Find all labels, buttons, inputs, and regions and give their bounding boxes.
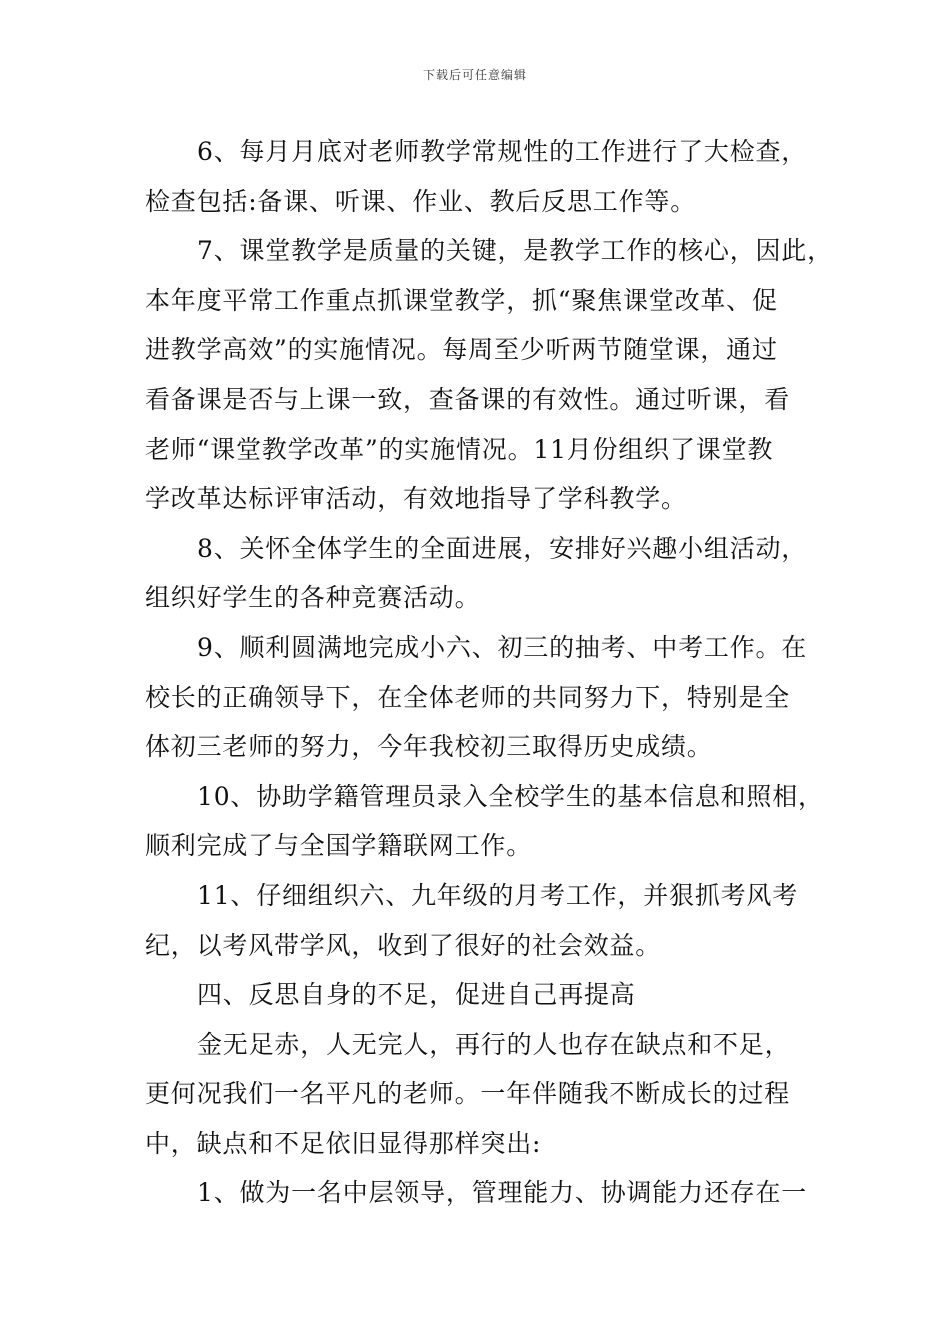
document-body — [145, 127, 833, 1218]
text-line: 金无足赤，人无完人，再行的人也存在缺点和不足， — [197, 1029, 791, 1059]
text-line: 检查包括:备课、听课、作业、教后反思工作等。 — [145, 186, 697, 216]
text-line: 更何况我们一名平凡的老师。一年伴随我不断成长的过程 — [145, 1079, 791, 1109]
text-line: 11、仔细组织六、九年级的月考工作，并狠抓考风考 — [197, 880, 799, 910]
text-line: 顺利完成了与全国学籍联网工作。 — [145, 831, 533, 861]
text-line: 四、反思自身的不足，促进自己再提高 — [197, 980, 636, 1010]
header-note: 下载后可任意编辑 — [422, 68, 527, 82]
text-line: 看备课是否与上课一致，查备课的有效性。通过听课，看 — [145, 384, 791, 414]
text-line: 6、每月月底对老师教学常规性的工作进行了大检查， — [197, 137, 808, 166]
text-line: 8、关怀全体学生的全面进展，安排好兴趣小组活动， — [197, 533, 808, 563]
text-line: 中，缺点和不足依旧显得那样突出: — [145, 1128, 542, 1158]
text-line: 1、做为一名中层领导，管理能力、协调能力还存在一 — [197, 1178, 808, 1208]
text-line: 10、协助学籍管理员录入全校学生的基本信息和照相， — [197, 781, 824, 811]
text-line: 9、顺利圆满地完成小六、初三的抽考、中考工作。在 — [197, 632, 808, 662]
text-line: 校长的正确领导下，在全体老师的共同努力下，特别是全 — [145, 682, 791, 712]
text-line: 本年度平常工作重点抓课堂教学，抓“聚焦课堂改革、促 — [145, 285, 778, 315]
text-line: 老师“课堂教学改革”的实施情况。11月份组织了课堂教 — [145, 434, 774, 464]
text-line: 纪，以考风带学风，收到了很好的社会效益。 — [145, 930, 662, 960]
text-line: 进教学高效”的实施情况。每周至少听两节随堂课，通过 — [145, 335, 778, 365]
text-line: 体初三老师的努力，今年我校初三取得历史成绩。 — [145, 732, 713, 762]
text-line: 7、课堂教学是质量的关键，是教学工作的核心，因此， — [197, 236, 833, 266]
text-line: 组织好学生的各种竞赛活动。 — [145, 583, 481, 613]
text-line: 学改革达标评审活动，有效地指导了学科教学。 — [145, 484, 687, 514]
